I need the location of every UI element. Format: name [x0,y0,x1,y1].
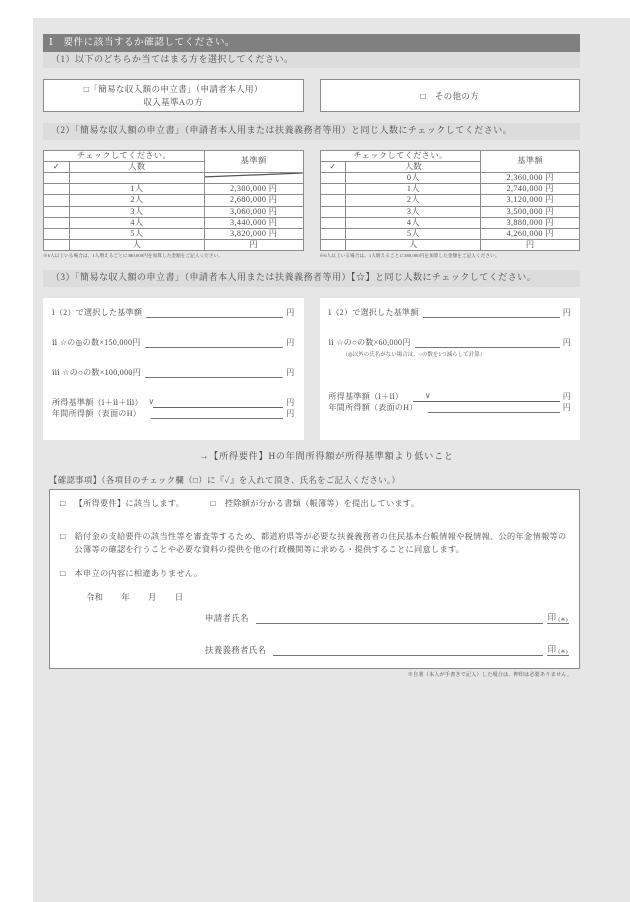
calc-annual-label: 年間所得額（表面のH） [328,403,418,413]
table-row[interactable] [320,228,580,239]
checkbox-cell[interactable] [320,184,346,195]
criteria-tables-row [43,150,580,259]
document-body [43,34,580,678]
people-cell: 3人 [346,206,481,217]
calc-line-i [52,307,295,318]
calc-line-ii-label: ⅱ ☆の○の数×60,000円 [328,337,411,347]
checkbox-cell[interactable] [44,206,70,217]
amount-cell[interactable]: 円 [481,240,580,251]
checkbox-cell[interactable] [44,240,70,251]
table-row-disabled [44,173,304,184]
calc-line-i-input[interactable] [423,307,560,318]
table-row[interactable] [320,206,580,217]
table-row[interactable] [44,217,304,228]
calc-line-i-unit: 円 [562,307,571,317]
confirmation-item-3-label: 本申立の内容に相違ありません。 [74,568,203,578]
inequality-symbol: ∨ [148,396,155,406]
confirmation-item-1b [210,497,419,510]
calculation-panel-right [320,298,581,440]
amount-cell: 3,820,000 円 [204,228,303,239]
table-row[interactable] [320,195,580,206]
amount-cell: 3,880,000 円 [481,217,580,228]
checkbox-cell[interactable] [44,217,70,228]
choice-option-a[interactable] [43,79,304,112]
day-label: 日 [174,592,184,602]
amount-cell: 3,060,000 円 [204,206,303,217]
calculation-panel-left [43,298,304,440]
criteria-table-right[interactable] [320,150,581,252]
criteria-table-left[interactable] [43,150,304,252]
criteria-table-right-wrap [320,150,581,259]
people-cell: 0人 [346,173,481,184]
header-people-count: 人数 [346,161,481,172]
seal-note-mark: (※) [558,616,568,623]
people-cell: 1人 [346,184,481,195]
calc-total-input[interactable] [153,397,283,408]
section-1-subheader-1: （1）以下のどちらか当てはまる方を選択してください。 [43,52,580,68]
calc-total-unit: 円 [286,397,295,407]
checkbox-icon[interactable]: □ [60,567,66,578]
calc-line-iii [52,367,295,378]
checkbox-icon[interactable]: □ [60,530,66,541]
calc-total-line [52,397,295,408]
era-label: 令和 [86,592,104,602]
amount-cell: 4,260,000 円 [481,228,580,239]
people-cell: 2人 [346,195,481,206]
calc-line-iii-label: ⅲ ☆の○の数×100,000円 [52,367,141,377]
header-check-instruction: チェックしてください。 [320,150,481,161]
header-amount: 基準額 [481,150,580,172]
checkbox-cell[interactable] [320,206,346,217]
table-row[interactable] [44,195,304,206]
supporter-signature-line [60,644,569,656]
checkbox-cell[interactable] [44,195,70,206]
confirmation-header: 【確認事項】（各項目のチェック欄（□）に『✓』を入れて頂き、氏名をご記入ください。） [49,475,401,485]
table-right-footnote: ※6人以上いる場合は、1人増えるごとに380,000円を加算した金額をご記入ください。 [319,252,500,258]
choice-option-b[interactable] [320,79,581,112]
checkbox-cell[interactable] [320,240,346,251]
seal-note-mark: (※) [558,648,568,655]
people-cell: 1人 [69,184,204,195]
calc-annual-input[interactable] [428,402,560,413]
date-line[interactable] [86,591,569,603]
table-row-blank[interactable] [44,240,304,251]
calc-line-i-label: ⅰ（2）で選択した基準額 [328,307,419,317]
applicant-signature-input[interactable] [256,613,543,624]
people-cell: 4人 [346,217,481,228]
supporter-signature-input[interactable] [273,645,542,656]
people-cell[interactable]: 人 [69,240,204,251]
calc-line-ii-unit: 円 [562,337,571,347]
confirmation-box [49,489,580,669]
supporter-signature-label: 扶養義務者氏名 [205,645,267,655]
table-header-row [44,150,304,161]
amount-cell: 2,740,000 円 [481,184,580,195]
checkbox-cell [44,173,70,184]
header-checkmark: ✓ [44,161,70,172]
amount-cell: 2,680,000 円 [204,195,303,206]
header-checkmark: ✓ [320,161,346,172]
table-left-footnote: ※6人以上いる場合は、1人増えるごとに380,000円を加算した金額をご記入ください。 [43,252,224,258]
calc-line-i [329,307,572,318]
people-cell: 3人 [69,206,204,217]
month-label: 月 [148,592,157,602]
calc-annual-line [329,402,572,413]
checkbox-icon[interactable]: □ [210,497,216,508]
calc-line-ii [329,337,572,348]
confirmation-item-2-label: 給付金の支給要件の該当性等を審査等するため、都道府県等が必要な扶養義務者の住民基本台帳情報や税情報、公的年金情報等の公簿等の確認を行うことや必要な資料の提供を他の行政機関等に求める・提供することに同意します。 [74,531,567,555]
calc-total-label: 所得基準額（ⅰ＋ⅱ） [328,392,404,402]
confirmation-item-3 [60,567,569,580]
people-cell: 2人 [69,195,204,206]
amount-cell[interactable]: 円 [204,240,303,251]
choice-option-a-line2: 収入基準Aの方 [143,96,204,107]
calc-annual-unit: 円 [562,403,571,413]
calc-line-i-label: ⅰ（2）で選択した基準額 [52,307,143,317]
calc-total-label: 所得基準額（ⅰ＋ⅱ＋ⅲ） [52,397,143,407]
strikethrough-line [205,173,303,183]
checkbox-cell[interactable] [44,228,70,239]
calc-annual-unit: 円 [286,408,295,418]
amount-cell: 3,440,000 円 [204,217,303,228]
table-header-row [320,150,580,161]
calc-line-ii-input[interactable] [145,337,284,348]
table-row[interactable] [44,228,304,239]
table-row[interactable] [320,184,580,195]
choice-option-a-line1: □「簡易な収入額の申立書」（申請者本人用） [83,84,263,95]
calc-line-ii-label: ⅱ ☆の◎の数×150,000円 [52,337,141,347]
amount-cell: 2,360,000 円 [481,173,580,184]
amount-cell [204,173,303,184]
document-page [33,18,630,902]
calc-line-i-unit: 円 [286,307,295,317]
amount-cell: 3,500,000 円 [481,206,580,217]
table-row-blank[interactable] [320,240,580,251]
calc-line-i-input[interactable] [146,307,283,318]
calc-subnote: （◎以外の氏名がない場合は、○の数を1つ減らして計算） [342,351,486,358]
calc-total-unit: 円 [562,392,571,402]
year-label: 年 [121,592,131,602]
section-1-header: Ⅰ 要件に該当するか確認してください。 [43,34,580,52]
calc-total-input[interactable] [413,391,560,402]
criteria-table-left-wrap [43,150,304,259]
confirmation-item-1 [60,497,569,510]
people-cell: 4人 [69,217,204,228]
calc-annual-line [52,408,295,419]
calc-line-ii-input[interactable] [415,337,560,348]
section-1-subheader-3: （3）「簡易な収入額の申立書」（申請者本人用または扶養義務者等用）【☆】と同じ人数にチェックしてください。 [43,270,580,286]
seal-label: 印 [547,644,557,654]
people-cell [69,173,204,184]
calc-annual-label: 年間所得額（表面のH） [52,408,142,418]
checkbox-cell[interactable] [320,195,346,206]
checkbox-icon[interactable]: □ [60,497,66,508]
section-1-subheader-2: （2）「簡易な収入額の申立書」（申請者本人用または扶養義務者等用）と同じ人数にチェックしてください。 [43,123,580,139]
checkbox-cell[interactable] [44,184,70,195]
applicant-signature-label: 申請者氏名 [205,613,249,623]
seal-footnote: ※自署（本人が手書きで記入）した場合は、押印は必要ありません。 [407,671,572,678]
choice-option-b-label: □ その他の方 [420,90,480,101]
header-people-count: 人数 [69,161,204,172]
table-row[interactable] [44,206,304,217]
calc-line-iii-input[interactable] [145,367,283,378]
amount-cell: 3,120,000 円 [481,195,580,206]
supporter-seal-area[interactable] [547,645,569,656]
header-amount: 基準額 [204,150,303,172]
table-row[interactable] [44,184,304,195]
applicant-seal-area[interactable] [547,613,569,624]
people-cell: 5人 [69,228,204,239]
confirmation-item-2 [60,530,569,557]
checkbox-cell[interactable] [320,228,346,239]
table-row[interactable] [320,173,580,184]
people-cell[interactable]: 人 [346,240,481,251]
people-cell: 5人 [346,228,481,239]
calculation-row [43,298,580,440]
calc-line-iii-unit: 円 [286,367,295,377]
header-check-instruction: チェックしてください。 [44,150,205,161]
applicant-signature-line [60,612,569,624]
inequality-symbol: ∨ [424,391,431,401]
calc-line-ii-unit: 円 [286,337,295,347]
calc-line-ii [52,337,295,348]
confirmation-item-1a-label: 【所得要件】に該当します。 [74,498,185,508]
calc-annual-input[interactable] [151,408,283,419]
checkbox-cell[interactable] [320,173,346,184]
amount-cell: 2,300,000 円 [204,184,303,195]
calc-total-line [329,391,572,402]
checkbox-cell[interactable] [320,217,346,228]
income-requirement-statement: →【所得要件】Hの年間所得額が所得基準額より低いこと [199,450,454,461]
confirmation-item-1b-label: 控除額が分かる書類（帳簿等）を提出しています。 [224,498,420,508]
choice-row [43,79,580,112]
table-row[interactable] [320,217,580,228]
seal-label: 印 [547,612,557,622]
